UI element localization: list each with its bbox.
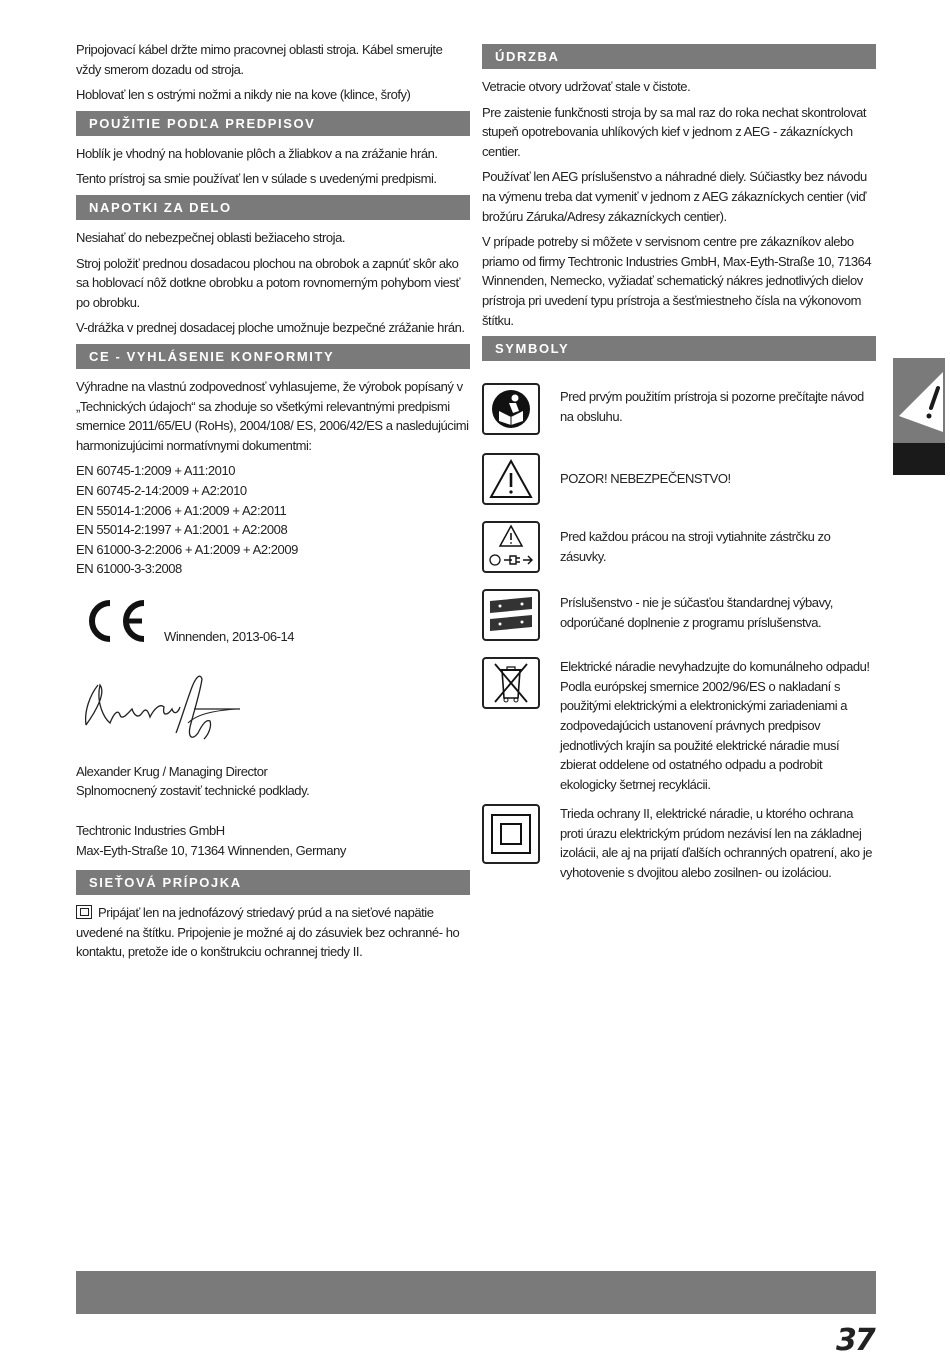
symbol-row <box>482 383 876 435</box>
ce-row <box>76 597 470 657</box>
section-header-work-tips: NAPOTKI ZA DELO <box>76 195 470 220</box>
work-tips-paragraph-2: Stroj položiť prednou dosadacou plochou na obrobok a zapnúť skôr ako sa hoblovací nôž dotkne obrobku a potom rovnomerným pohybom viesť po obrobku. <box>76 255 460 310</box>
warning-icon <box>482 453 540 505</box>
maintenance-paragraph-3: Používať len AEG príslušenstvo a náhradné diely. Súčiastky bez návodu na výmenu treba dat vymeniť v jednom z AEG zákazníckych centier (viď brožúru Záruka/Adresy zákazníckych centier). <box>482 169 867 224</box>
symbol-row <box>482 657 876 794</box>
maintenance-paragraph-4: V prípade potreby si môžete v servisnom centre pre zákazníkov alebo priamo od firmy Techtronic Industries GmbH, Max-Eyth-Straße 10, 71364 Winnenden, Nemecko, vyžiadať schematický nákres jednotlivých dielov prístroja pri uvedení typu prístroja a šesťmiestneho čísla na výkonovom štítku. <box>482 234 872 328</box>
read-manual-icon <box>482 383 540 435</box>
maintenance-paragraph-2: Pre zaistenie funkčnosti stroja by sa mal raz do roka nechat skontrolovat stupeň opotrebovania uhlíkových kief v jednom z AEG - zákazníckych centier. <box>482 104 867 159</box>
standard-item: EN 55014-1:2006 + A1:2009 + A2:2011 <box>76 502 287 518</box>
class-ii-small-icon <box>76 905 92 919</box>
symbol-text: Pred prvým použitím prístroja si pozorne prečítajte návod na obsluhu. <box>560 389 864 424</box>
signer-name: Alexander Krug / Managing Director <box>76 763 268 779</box>
symbol-row <box>482 453 876 505</box>
symbol-text: POZOR! NEBEZPEČENSTVO! <box>560 471 731 487</box>
usage-paragraph-1: Hoblík je vhodný na hoblovanie plôch a žliabkov a na zrážanie hrán. <box>76 145 438 161</box>
company-name: Techtronic Industries GmbH <box>76 823 225 839</box>
standard-item: EN 55014-2:1997 + A1:2001 + A2:2008 <box>76 522 288 538</box>
section-header-symbols: SYMBOLY <box>482 336 876 361</box>
standard-item: EN 60745-1:2009 + A11:2010 <box>76 463 236 479</box>
side-tab <box>893 358 945 475</box>
left-column <box>76 40 470 968</box>
class-ii-icon <box>482 804 540 864</box>
section-header-usage: POUŽITIE PODĽA PREDPISOV <box>76 111 470 136</box>
standards-list <box>76 461 470 579</box>
section-header-maintenance: ÚDRZBA <box>482 44 876 69</box>
right-column <box>482 40 876 893</box>
standard-item: EN 60745-2-14:2009 + A2:2010 <box>76 482 247 498</box>
place-date: Winnenden, 2013-06-14 <box>164 628 295 644</box>
symbol-text: Trieda ochrany II, elektrické náradie, u ktorého ochrana proti úrazu elektrickým prúdom nezávisí len na základnej izolácii, ale aj na prijatí ďalších ochranných opatrení, ako je vyhotovenie s dvojitou alebo zosilnen- ou izoláciou. <box>560 806 873 881</box>
weee-bin-icon <box>482 657 540 709</box>
page-number: 37 <box>836 1323 874 1358</box>
intro-paragraph-1: Pripojovací kábel držte mimo pracovnej oblasti stroja. Kábel smerujte vždy smerom dozadu od stroja. <box>76 42 443 77</box>
unplug-icon <box>482 521 540 573</box>
mains-paragraph <box>76 903 470 962</box>
symbol-text: Elektrické náradie nevyhadzujte do komunálneho odpadu! Podla európskej smernice 2002/96/ES o nakladaní s použitými elektrickými a elektronickými zariadeniami a zodpovedajúcich ustanovení právnych predpisov jednotlivých krajín sa použité elektrické náradie musí zbierat oddelene od ostatného odpadu a podrobit ekologicky šetrnej recyklácii. <box>560 659 870 792</box>
symbol-text: Príslušenstvo - nie je súčasťou štandardnej výbavy, odporúčané doplnenie z programu príslušenstva. <box>560 595 833 630</box>
maintenance-paragraph-1: Vetracie otvory udržovať stale v čistote. <box>482 79 691 94</box>
company-address: Max-Eyth-Straße 10, 71364 Winnenden, Germany <box>76 842 346 858</box>
side-tab-warning <box>893 358 945 443</box>
signer-block <box>76 762 470 860</box>
symbol-row <box>482 589 876 641</box>
signer-role: Splnomocnený zostaviť technické podklady. <box>76 783 310 799</box>
ce-mark-icon <box>80 597 152 645</box>
work-tips-paragraph-3: V-drážka v prednej dosadacej ploche umožnuje bezpečné zrážanie hrán. <box>76 320 465 336</box>
ce-declaration-paragraph: Výhradne na vlastnú zodpovednosť vyhlasujeme, že výrobok popísaný v „Technických údajoch“ sa zhoduje so všetkými relevantnými predpismi smernice 2011/65/EU (RoHs), 2004/108/ ES, 2006/42/ES a nasledujúcimi harmonizujúcimi normatívnymi dokumentmi: <box>76 378 469 453</box>
symbol-row <box>482 804 876 882</box>
accessory-icon <box>482 589 540 641</box>
signature-icon <box>76 663 256 753</box>
standard-item: EN 61000-3-3:2008 <box>76 561 182 577</box>
symbol-text: Pred každou prácou na stroji vytiahnite zástrčku zo zásuvky. <box>560 529 831 564</box>
footer-bar <box>76 1271 876 1314</box>
work-tips-paragraph-1: Nesiahať do nebezpečnej oblasti bežiaceho stroja. <box>76 229 346 245</box>
symbol-row <box>482 521 876 573</box>
warning-icon <box>893 358 945 443</box>
section-header-ce-declaration: CE - VYHLÁSENIE KONFORMITY <box>76 344 470 369</box>
standard-item: EN 61000-3-2:2006 + A1:2009 + A2:2009 <box>76 541 298 557</box>
mains-text: Pripájať len na jednofázový striedavý prúd a na sieťové napätie uvedené na štítku. Pripojenie je možné aj do zásuviek bez ochranné- ho kontaktu, pretože ide o konštrukciu ochrannej triedy II. <box>76 905 460 960</box>
section-header-mains: SIEŤOVÁ PRÍPOJKA <box>76 870 470 895</box>
intro-paragraph-2: Hoblovať len s ostrými nožmi a nikdy nie na kove (klince, šrofy) <box>76 87 411 103</box>
usage-paragraph-2: Tento prístroj sa smie používať len v súlade s uvedenými predpismi. <box>76 171 437 187</box>
